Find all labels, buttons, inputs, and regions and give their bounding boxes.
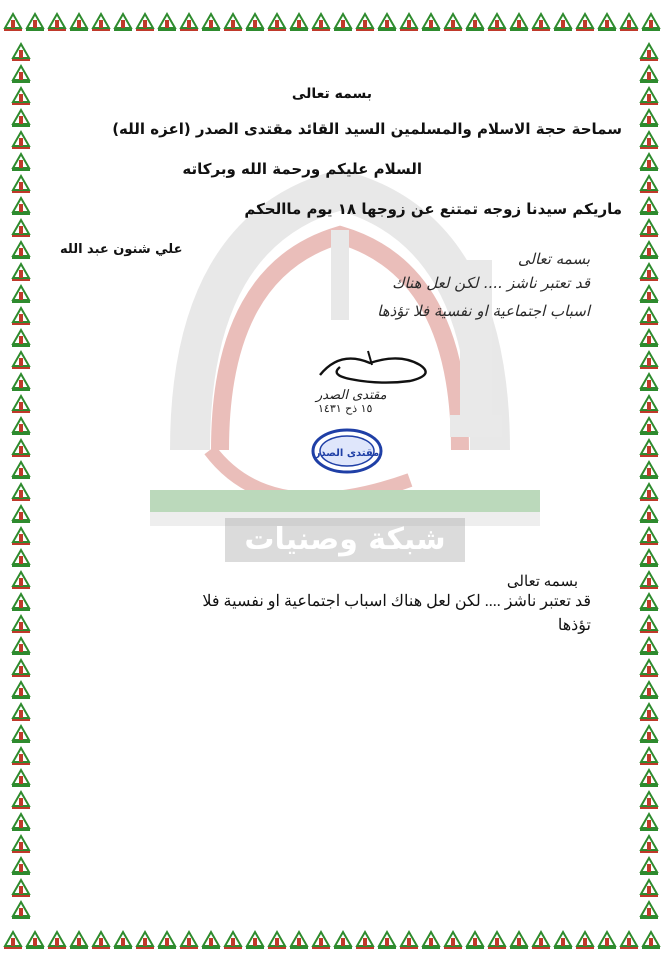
border-motif [12,374,30,390]
handwritten-line-2: اسباب اجتماعية او نفسية فلا تؤذها [377,302,590,320]
border-motif [12,220,30,236]
border-motif [12,836,30,852]
border-motif [12,704,30,720]
border-motif [12,770,30,786]
border-motif [268,14,286,30]
border-motif [510,14,528,30]
handwritten-answer [300,250,610,360]
border-motif [640,748,658,764]
border-motif [136,932,154,948]
border-motif [12,198,30,214]
border-motif [640,572,658,588]
border-motif [640,198,658,214]
border-motif [12,594,30,610]
border-motif [12,682,30,698]
border-motif [640,374,658,390]
border-motif [12,286,30,302]
border-motif [12,308,30,324]
border-motif [640,66,658,82]
asker-name: علي شنون عبد الله [60,242,183,257]
border-motif [640,330,658,346]
border-motif [12,660,30,676]
border-motif [334,14,352,30]
border-motif [12,550,30,566]
border-motif [202,14,220,30]
border-motif [576,932,594,948]
border-motif [422,14,440,30]
border-motif [640,88,658,104]
border-motif [598,14,616,30]
border-motif [70,14,88,30]
border-motif [48,14,66,30]
signature-name: مقتدى الصدر [316,388,387,403]
greeting-line: السلام عليكم ورحمة الله وبركاته [182,160,422,178]
border-motif [640,836,658,852]
border-motif [12,528,30,544]
border-motif [640,286,658,302]
decorative-border-right [628,0,670,960]
border-motif [640,242,658,258]
border-motif [12,418,30,434]
border-motif [444,932,462,948]
border-motif [640,638,658,654]
border-motif [12,484,30,500]
border-motif [466,932,484,948]
border-motif [378,14,396,30]
border-motif [640,462,658,478]
border-motif [12,242,30,258]
border-motif [640,770,658,786]
border-motif [268,932,286,948]
border-motif [12,110,30,126]
border-motif [12,330,30,346]
border-motif [246,14,264,30]
border-motif [488,14,506,30]
decorative-border-top [0,0,670,42]
signature-date: ١٥ ذح ١٤٣١ [318,402,373,415]
border-motif [640,506,658,522]
border-motif [640,176,658,192]
border-motif [224,932,242,948]
border-motif [136,14,154,30]
border-motif [640,704,658,720]
border-motif [640,396,658,412]
border-motif [12,462,30,478]
border-motif [12,726,30,742]
border-motif [640,264,658,280]
border-motif [422,932,440,948]
addressee-line: سماحة حجة الاسلام والمسلمين السيد القائد مقتدى الصدر (اعزه الله) [112,120,622,138]
border-motif [12,880,30,896]
border-motif [12,154,30,170]
border-motif [114,932,132,948]
border-motif [640,814,658,830]
border-motif [224,14,242,30]
border-motif [70,932,88,948]
border-motif [158,932,176,948]
border-motif [640,308,658,324]
border-motif [532,932,550,948]
border-motif [92,932,110,948]
border-motif [598,932,616,948]
seal-text: مقتدى الصدر [314,448,380,459]
border-motif [444,14,462,30]
border-motif [640,528,658,544]
border-motif [554,932,572,948]
border-motif [640,132,658,148]
border-motif [640,484,658,500]
border-motif [466,14,484,30]
reply-body: قد تعتبر ناشز .... لكن لعل هناك اسباب اجتماعية او نفسية فلا تؤذها [202,593,591,634]
border-motif [12,572,30,588]
border-motif [400,14,418,30]
border-motif [312,14,330,30]
reply-basmala: بسمه تعالى [506,574,578,590]
border-motif [640,352,658,368]
border-motif [12,396,30,412]
border-motif [640,616,658,632]
handwritten-line-1: قد تعتبر ناشز .... لكن لعل هناك [392,274,590,292]
decorative-border-left [0,0,42,960]
border-motif [202,932,220,948]
border-motif [640,682,658,698]
border-motif [92,14,110,30]
border-motif [12,44,30,60]
border-motif [640,220,658,236]
border-motif [12,440,30,456]
border-motif [640,110,658,126]
border-motif [554,14,572,30]
handwritten-basmala: بسمه تعالى [517,250,590,268]
border-motif [12,638,30,654]
border-motif [12,902,30,918]
border-motif [290,932,308,948]
watermark-text: شبكة وصنيات [225,518,465,562]
border-motif [12,506,30,522]
border-motif [640,154,658,170]
border-motif [640,550,658,566]
border-motif [640,594,658,610]
border-motif [334,932,352,948]
border-motif [640,418,658,434]
border-motif [12,858,30,874]
question-text: ماريكم سيدنا زوجه تمتنع عن زوجها ١٨ يوم ماالحكم [244,200,622,218]
official-seal [311,428,383,474]
border-motif [12,814,30,830]
border-motif [12,792,30,808]
border-motif [12,352,30,368]
border-motif [114,14,132,30]
border-motif [48,932,66,948]
border-motif [378,932,396,948]
border-motif [12,748,30,764]
border-motif [640,902,658,918]
border-motif [180,932,198,948]
border-motif [356,14,374,30]
border-motif [640,44,658,60]
border-motif [400,932,418,948]
border-motif [12,132,30,148]
border-motif [640,440,658,456]
border-motif [180,14,198,30]
border-motif [576,14,594,30]
border-motif [640,726,658,742]
border-motif [12,264,30,280]
border-motif [640,792,658,808]
border-motif [510,932,528,948]
border-motif [290,14,308,30]
border-motif [246,932,264,948]
border-motif [640,660,658,676]
basmala-heading: بسمه تعالى [291,86,372,102]
border-motif [12,88,30,104]
border-motif [488,932,506,948]
border-motif [640,880,658,896]
border-motif [12,616,30,632]
border-motif [158,14,176,30]
border-motif [12,176,30,192]
decorative-border-bottom [0,918,670,960]
border-motif [312,932,330,948]
border-motif [12,66,30,82]
border-motif [356,932,374,948]
border-motif [640,858,658,874]
border-motif [532,14,550,30]
